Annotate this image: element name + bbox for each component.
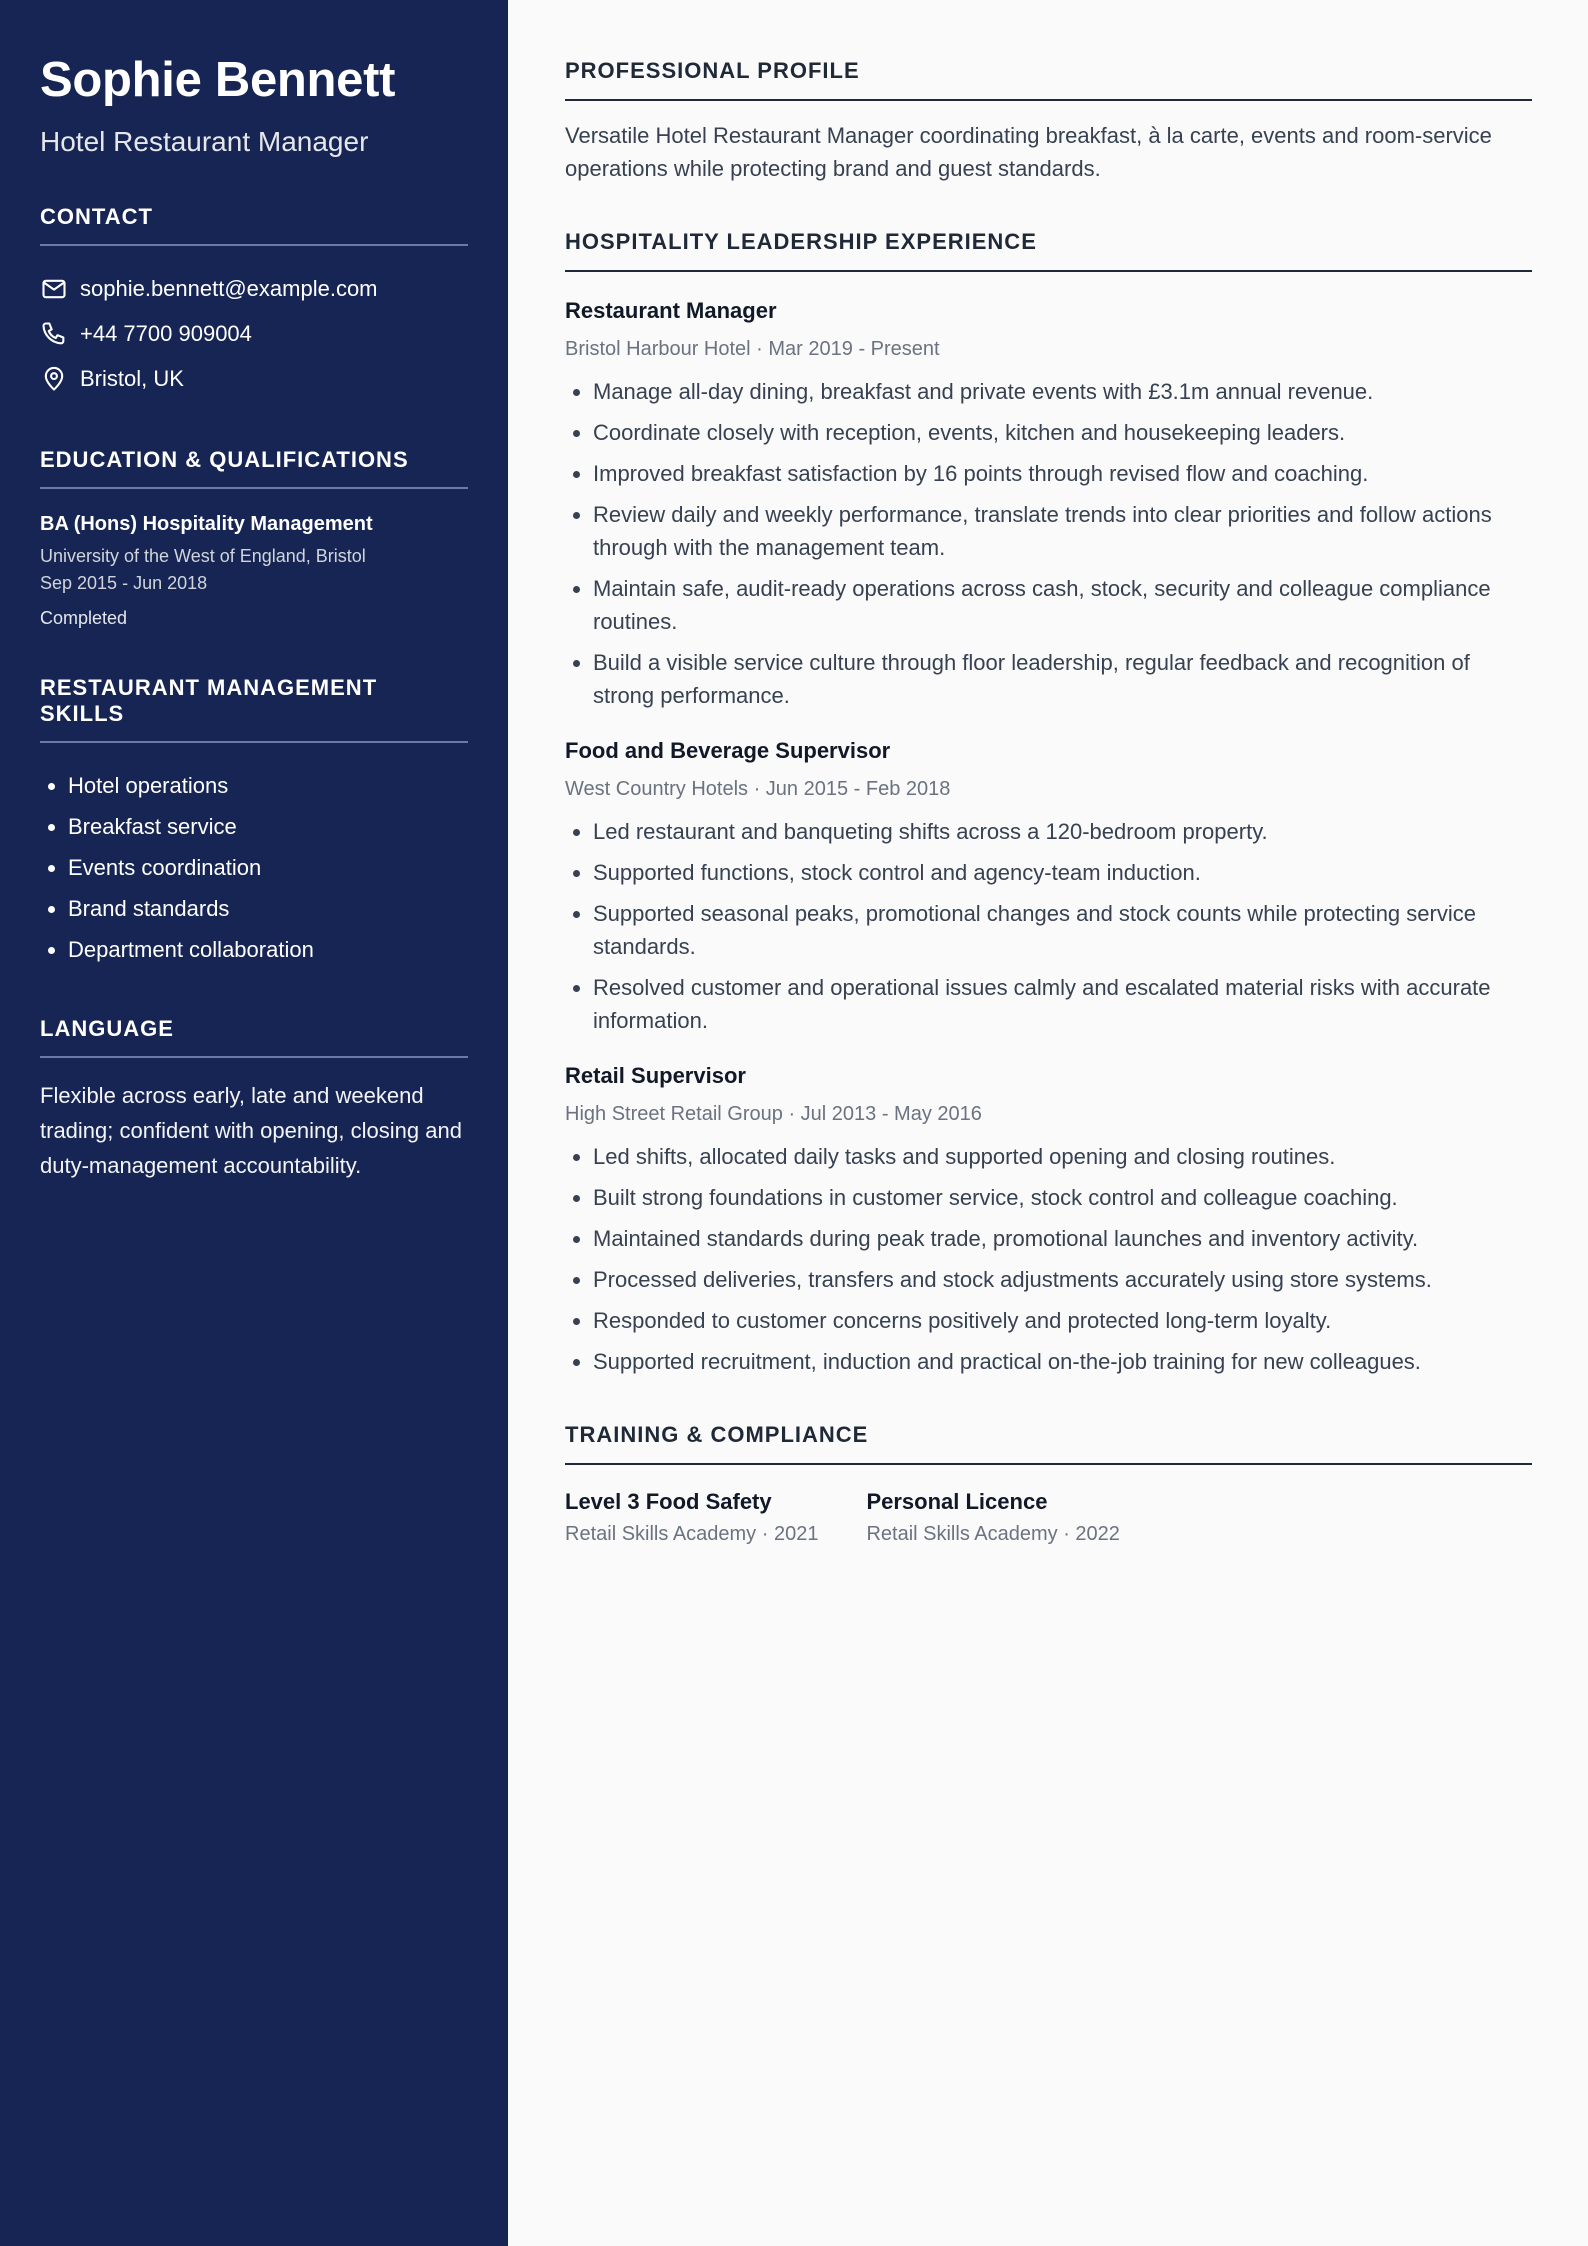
education-dates: Sep 2015 - Jun 2018 xyxy=(40,573,208,594)
job-bullet: • Led restaurant and banqueting shifts across a 120-bedroom property. xyxy=(593,815,1532,848)
skill-item: • Brand standards xyxy=(68,888,468,929)
training-heading: TRAINING & COMPLIANCE xyxy=(565,1422,1532,1465)
job-entry xyxy=(565,1063,1532,1378)
certification-meta: Retail Skills Academy · 2022 xyxy=(866,1523,1120,1545)
profile-heading: PROFESSIONAL PROFILE xyxy=(565,58,1532,101)
contact-heading: CONTACT xyxy=(40,204,468,246)
job-title: Retail Supervisor xyxy=(565,1063,746,1088)
education-school: University of the West of England, Bristol xyxy=(40,546,366,567)
education-heading: EDUCATION & QUALIFICATIONS xyxy=(40,447,468,489)
phone-icon xyxy=(40,320,68,348)
job-entry xyxy=(565,298,1532,712)
email-text: sophie.bennett@example.com xyxy=(80,275,378,301)
certification-name: Level 3 Food Safety xyxy=(565,1489,772,1514)
job-bullets xyxy=(565,375,1532,712)
job-bullet: • Coordinate closely with reception, events, kitchen and housekeeping leaders. xyxy=(593,416,1532,449)
contact-email[interactable] xyxy=(40,266,468,311)
candidate-name: Sophie Bennett xyxy=(40,53,396,107)
job-bullet: • Maintain safe, audit-ready operations across cash, stock, security and colleague compliance routines. xyxy=(593,572,1532,638)
job-bullet: • Manage all-day dining, breakfast and private events with £3.1m annual revenue. xyxy=(593,375,1532,408)
job-bullet: • Responded to customer concerns positively and protected long-term loyalty. xyxy=(593,1304,1532,1337)
main-content xyxy=(508,0,1588,2246)
language-section xyxy=(40,1016,468,1183)
education-section xyxy=(40,447,468,629)
language-heading: LANGUAGE xyxy=(40,1016,468,1058)
profile-section xyxy=(565,58,1532,185)
experience-heading: HOSPITALITY LEADERSHIP EXPERIENCE xyxy=(565,229,1532,272)
education-degree: BA (Hons) Hospitality Management xyxy=(40,513,373,536)
education-status: Completed xyxy=(40,608,128,629)
language-text: Flexible across early, late and weekend trading; confident with opening, closing and duty-management accountability. xyxy=(40,1083,462,1179)
job-title: Restaurant Manager xyxy=(565,298,777,323)
job-entry xyxy=(565,738,1532,1037)
certification-name: Personal Licence xyxy=(866,1489,1048,1514)
contact-list xyxy=(40,266,468,401)
job-meta: Bristol Harbour Hotel · Mar 2019 - Present xyxy=(565,338,940,360)
profile-text: Versatile Hotel Restaurant Manager coordinating breakfast, à la carte, events and room-service operations while protecting brand and guest standards. xyxy=(565,123,1492,181)
skill-item: • Breakfast service xyxy=(68,806,468,847)
skill-item: • Events coordination xyxy=(68,847,468,888)
mail-icon xyxy=(40,275,68,303)
job-bullet: • Maintained standards during peak trade, promotional launches and inventory activity. xyxy=(593,1222,1532,1255)
skills-list xyxy=(40,765,468,970)
certification-item xyxy=(565,1489,818,1546)
location-pin-icon xyxy=(40,365,68,393)
contact-location xyxy=(40,356,468,401)
phone-text: +44 7700 909004 xyxy=(80,320,252,346)
training-section xyxy=(565,1422,1532,1546)
certification-meta: Retail Skills Academy · 2021 xyxy=(565,1523,819,1545)
job-bullet: • Resolved customer and operational issues calmly and escalated material risks with accurate information. xyxy=(593,971,1532,1037)
job-bullets xyxy=(565,815,1532,1037)
sidebar xyxy=(0,0,508,2246)
skills-heading: RESTAURANT MANAGEMENT SKILLS xyxy=(40,675,468,743)
certifications-list xyxy=(565,1489,1532,1546)
job-bullet: • Improved breakfast satisfaction by 16 points through revised flow and coaching. xyxy=(593,457,1532,490)
job-bullet: • Built strong foundations in customer service, stock control and colleague coaching. xyxy=(593,1181,1532,1214)
skill-item: • Hotel operations xyxy=(68,765,468,806)
job-bullet: • Build a visible service culture through floor leadership, regular feedback and recognition of strong performance. xyxy=(593,646,1532,712)
job-bullet: • Led shifts, allocated daily tasks and supported opening and closing routines. xyxy=(593,1140,1532,1173)
job-title: Food and Beverage Supervisor xyxy=(565,738,891,763)
job-bullet: • Supported functions, stock control and agency-team induction. xyxy=(593,856,1532,889)
job-bullet: • Supported seasonal peaks, promotional changes and stock counts while protecting service standards. xyxy=(593,897,1532,963)
job-bullet: • Review daily and weekly performance, translate trends into clear priorities and follow actions through with the management team. xyxy=(593,498,1532,564)
contact-phone[interactable] xyxy=(40,311,468,356)
skill-item: • Department collaboration xyxy=(68,929,468,970)
job-bullet: • Processed deliveries, transfers and stock adjustments accurately using store systems. xyxy=(593,1263,1532,1296)
job-bullet: • Supported recruitment, induction and practical on-the-job training for new colleagues. xyxy=(593,1345,1532,1378)
experience-section xyxy=(565,229,1532,1378)
certification-item xyxy=(866,1489,1119,1546)
candidate-role: Hotel Restaurant Manager xyxy=(40,126,369,158)
job-bullets xyxy=(565,1140,1532,1378)
skills-section xyxy=(40,675,468,970)
contact-section xyxy=(40,204,468,401)
job-meta: High Street Retail Group · Jul 2013 - May 2016 xyxy=(565,1103,982,1125)
location-text: Bristol, UK xyxy=(80,365,184,391)
job-meta: West Country Hotels · Jun 2015 - Feb 2018 xyxy=(565,778,951,800)
